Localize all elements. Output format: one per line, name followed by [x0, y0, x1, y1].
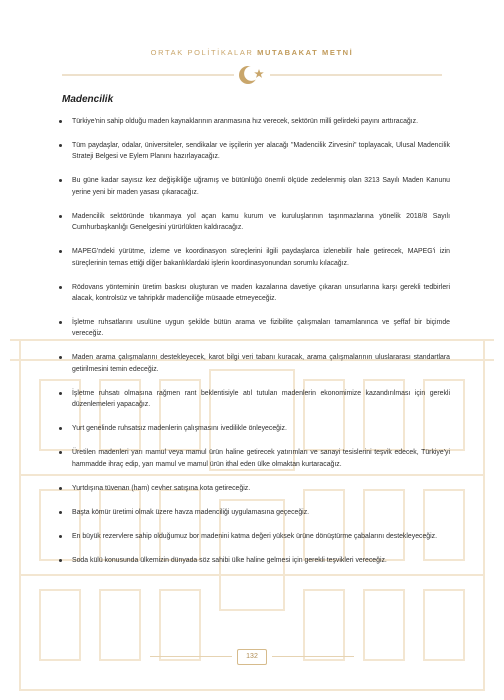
- list-item: [58, 352, 450, 375]
- bullet-icon: [59, 392, 62, 395]
- bullet-icon: [59, 120, 62, 123]
- list-item-text: Yurt genelinde ruhsatsız madenlerin çalışmasını ivedilikle önleyeceğiz.: [72, 425, 287, 433]
- policy-list: [58, 116, 450, 579]
- list-item: [58, 317, 450, 340]
- header-title: [0, 48, 504, 57]
- list-item-text: Rödovans yönteminin üretim baskısı oluşturan ve maden kazalarına davetiye çıkaran unsurlarına karşı gerekli tedbirleri alacak, kontrolsüz ve tahripkâr madenciliğe müsaade etmeyeceğiz.: [72, 283, 450, 303]
- list-item-text: Tüm paydaşlar, odalar, üniversiteler, sendikalar ve işçilerin yer alacağı "Madencilik Zirvesini" toplayacak, Ulusal Madencilik Strateji Belgesi ve Eylem Planını hazırlayacağız.: [72, 142, 450, 161]
- list-item: [58, 282, 450, 305]
- list-item: [58, 175, 450, 198]
- list-item: [58, 423, 450, 434]
- list-item-text: Üretilen madenleri yarı mamul veya mamul ürün haline getirecek yatırımları ve sanayi tesislerini teşvik edecek, Türkiye'yi hammadde ihraç edip, yarı mamul ve mamul ürün ithal eden ülke olmaktan kurtaracağız.: [72, 449, 450, 468]
- list-item-text: MAPEG'ndeki yürütme, izleme ve koordinasyon süreçlerini ilgili paydaşlarca izlenebilir hale getirecek, MAPEG'i izin süreçlerinin temas ettiği diğer bakanlıklardaki işlerin koordinasyonundan sorumlu kılacağız.: [72, 248, 450, 267]
- list-item: [58, 140, 450, 163]
- crescent-star-icon: [62, 62, 442, 88]
- bullet-icon: [59, 356, 62, 359]
- bullet-icon: [59, 427, 62, 430]
- bullet-icon: [59, 286, 62, 289]
- list-item-text: Yurtdışına tüvenan (ham) cevher satışına kota getireceğiz.: [72, 484, 251, 492]
- list-item-text: Soda külü konusunda ülkemizin dünyada söz sahibi ülke haline gelmesi için gerekli teşvikleri vereceğiz.: [72, 556, 387, 564]
- list-item-text: Bu güne kadar sayısız kez değişikliğe uğramış ve bütünlüğü önemli ölçüde zedelenmiş olan 3213 Sayılı Maden Kanunu yerine yeni bir maden yasası çıkaracağız.: [72, 177, 450, 196]
- list-item: [58, 388, 450, 411]
- list-item-text: İşletme ruhsatı olmasına rağmen rant beklentisiyle atıl tutulan madenlerin ekonomimize kazandırılması için gerekli düzenlemeleri yapacağız.: [72, 389, 450, 409]
- bullet-icon: [59, 215, 62, 218]
- footer-divider-right: [272, 656, 354, 657]
- bullet-icon: [59, 179, 62, 182]
- list-item: [58, 507, 450, 518]
- header-title-light: ORTAK POLİTİKALAR: [150, 48, 254, 57]
- bullet-icon: [59, 250, 62, 253]
- list-item-text: Maden arama çalışmalarını destekleyecek, karot bilgi veri tabanı kuracak, arama çalışmalarının uluslararası standartlara getirilmesini temin edeceğiz.: [72, 354, 450, 373]
- list-item: [58, 211, 450, 234]
- list-item-text: Türkiye'nin sahip olduğu maden kaynaklarının aranmasına hız verecek, sektörün milli gelirdeki payını arttıracağız.: [72, 118, 419, 125]
- bullet-icon: [59, 321, 62, 324]
- page-number: 132: [237, 649, 267, 665]
- bullet-icon: [59, 451, 62, 454]
- bullet-icon: [59, 487, 62, 490]
- list-item-text: İşletme ruhsatlarını usulüne uygun şekilde bütün arama ve fizibilite çalışmaları tamamlanınca ve şeffaf bir biçimde vereceğiz.: [72, 319, 450, 338]
- list-item-text: Madencilik sektöründe tıkanmaya yol açan kamu kurum ve kuruluşlarının taşınmazlarına yönelik 2018/8 Sayılı Cumhurbaşkanlığı Genelgesini yürürlükten kaldıracağız.: [72, 212, 450, 232]
- section-title: Madencilik: [62, 94, 114, 105]
- footer-divider-left: [150, 656, 232, 657]
- list-item: [58, 447, 450, 470]
- list-item: [58, 246, 450, 269]
- bullet-icon: [59, 144, 62, 147]
- list-item: [58, 483, 450, 494]
- bullet-icon: [59, 559, 62, 562]
- header-title-bold: MUTABAKAT METNİ: [257, 48, 354, 57]
- list-item-text: En büyük rezervlere sahip olduğumuz bor madenini katma değeri yüksek ürüne dönüştürme çabalarını destekleyeceğiz.: [72, 532, 438, 540]
- list-item-text: Başta kömür üretimi olmak üzere havza madenciliği uygulamasına geçeceğiz.: [72, 508, 310, 516]
- list-item: [58, 531, 450, 542]
- list-item: [58, 116, 450, 127]
- bullet-icon: [59, 535, 62, 538]
- bullet-icon: [59, 511, 62, 514]
- list-item: [58, 555, 450, 566]
